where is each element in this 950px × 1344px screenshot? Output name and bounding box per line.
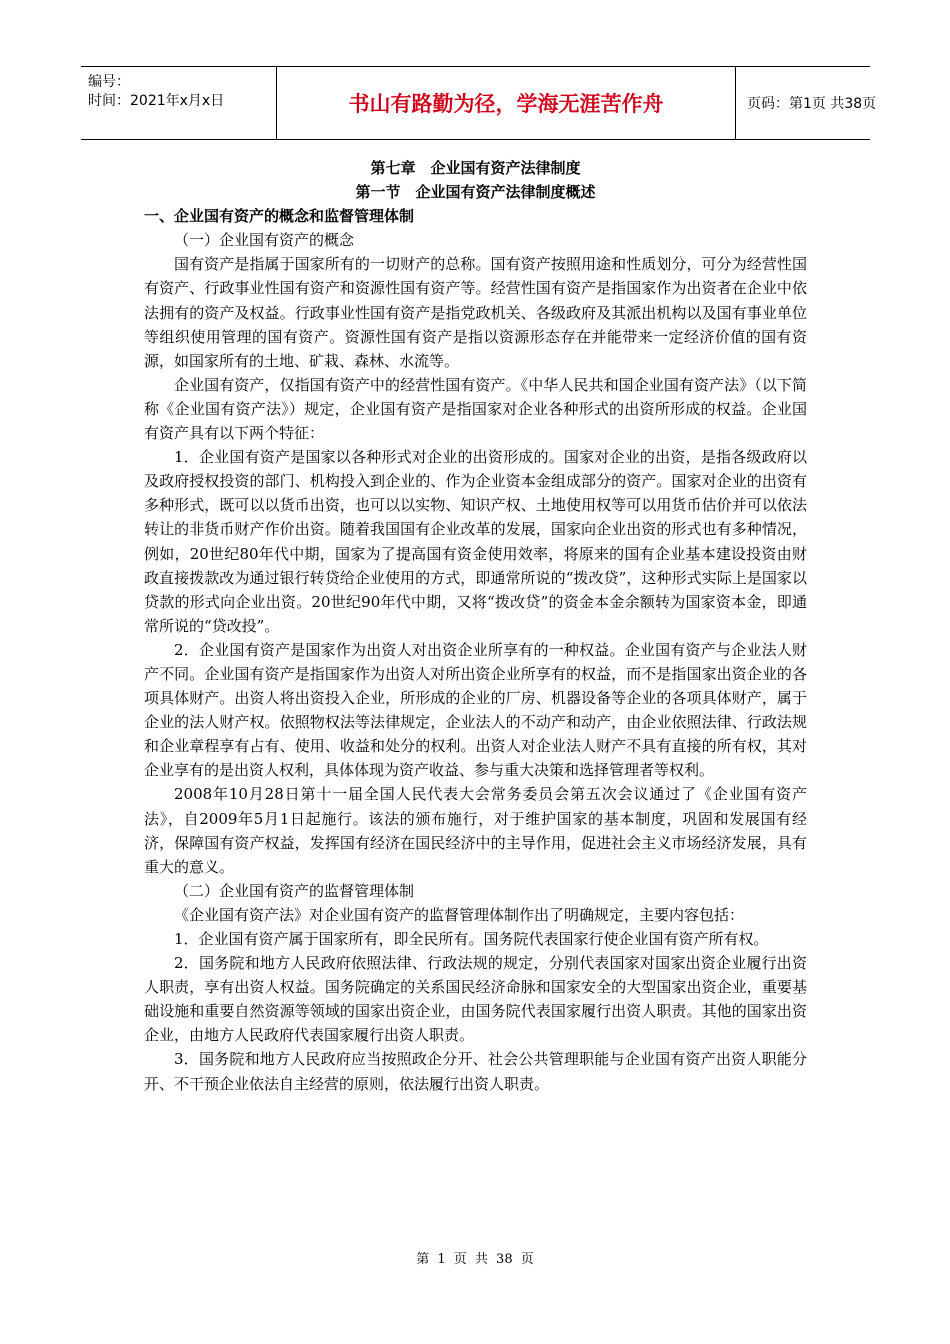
document-header — [81, 66, 877, 140]
paragraph: 2．企业国有资产是国家作为出资人对出资企业所享有的一种权益。企业国有资产与企业法人财产不同。企业国有资产是指国家作为出资人对所出资企业所享有的权益，而不是指国家出资企业的各项具体财产。出资人将出资投入企业，所形成的企业的厂房、机器设备等企业的各项具体财产，属于企业的法人财产权。依照物权法等法律规定，企业法人的不动产和动产，由企业依照法律、行政法规和企业章程享有占有、使用、收益和处分的权利。出资人对企业法人财产不具有直接的所有权，其对企业享有的是出资人权利，具体体现为资产收益、参与重大决策和选择管理者等权利。 — [144, 640, 807, 780]
number-label: 编号： — [88, 74, 130, 90]
chapter-title: 第七章 企业国有资产法律制度 — [370, 159, 581, 177]
header-meta — [81, 67, 277, 139]
paragraph: 企业国有资产，仅指国有资产中的经营性国有资产。《中华人民共和国企业国有资产法》（以下简称《企业国有资产法》）规定，企业国有资产是指国家对企业各种形式的出资所形成的权益。企业国有资产具有以下两个特征： — [144, 375, 807, 443]
heading-1: 一、企业国有资产的概念和监督管理体制 — [144, 207, 415, 226]
paragraph: 国有资产是指属于国家所有的一切财产的总称。国有资产按照用途和性质划分，可分为经营性国有资产、行政事业性国有资产和资源性国有资产等。经营性国有资产是指国家作为出资者在企业中依法拥有的资产及权益。行政事业性国有资产是指党政机关、各级政府及其派出机构以及国有事业单位等组织使用管理的国有资产。资源性国有资产是指以资源形态存在并能带来一定经济价值的国有资源，如国家所有的土地、矿栽、森林、水流等。 — [144, 255, 807, 370]
page-footer: 第 1 页 共 38 页 — [416, 1252, 534, 1267]
section-title: 第一节 企业国有资产法律制度概述 — [355, 183, 596, 202]
subheading-1: （一）企业国有资产的概念 — [174, 231, 355, 250]
header-page-info: 页码：第1页 共38页 — [747, 96, 877, 112]
paragraph: 《企业国有资产法》对企业国有资产的监督管理体制作出了明确规定，主要内容包括： — [174, 905, 745, 924]
date-label: 时间：2021年x月x日 — [88, 93, 225, 109]
paragraph: 2．国务院和地方人民政府依照法律、行政法规的规定，分别代表国家对国家出资企业履行出资人职责，享有出资人权益。国务院确定的关系国民经济命脉和国家安全的大型国家出资企业，重要基础设施和重要自然资源等领域的国家出资企业，由国务院代表国家履行出资人职责。其他的国家出资企业，由地方人民政府代表国家履行出资人职责。 — [144, 954, 807, 1045]
paragraph: 1．企业国有资产是国家以各种形式对企业的出资形成的。国家对企业的出资，是指各级政府以及政府授权投资的部门、机构投入到企业的、作为企业资本金组成部分的资产。国家对企业的出资有多种形式，既可以以货币出资，也可以以实物、知识产权、土地使用权等可以用货币估价并可以依法转让的非货币财产作价出资。随着我国国有企业改革的发展，国家向企业出资的形式也有多种情况，例如，20世纪80年代中期，国家为了提高国有资金使用效率，将原来的国有企业基本建设投资由财政直接拨款改为通过银行转贷给企业使用的方式，即通常所说的“拨改贷”，这种形式实际上是国家以贷款的形式向企业出资。20世纪90年代中期，又将“拨改贷”的资金本金余额转为国家资本金，即通常所说的“贷改投”。 — [144, 448, 807, 635]
document-body — [144, 156, 807, 1096]
subheading-2: （二）企业国有资产的监督管理体制 — [174, 881, 415, 900]
paragraph: 3．国务院和地方人民政府应当按照政企分开、社会公共管理职能与企业国有资产出资人职能分开、不干预企业依法自主经营的原则，依法履行出资人职责。 — [144, 1050, 807, 1093]
paragraph: 1．企业国有资产属于国家所有，即全民所有。国务院代表国家行使企业国有资产所有权。 — [174, 930, 769, 948]
paragraph: 2008年10月28日第十一届全国人民代表大会常务委员会第五次会议通过了《企业国有资产法》，自2009年5月1日起施行。该法的颁布施行，对于维护国家的基本制度，巩固和发展国有经济，保障国有资产权益，发挥国有经济在国民经济中的主导作用，促进社会主义市场经济发展，具有重大的意义。 — [144, 785, 807, 876]
header-motto: 书山有路勤为径，学海无涯苦作舟 — [277, 67, 736, 139]
